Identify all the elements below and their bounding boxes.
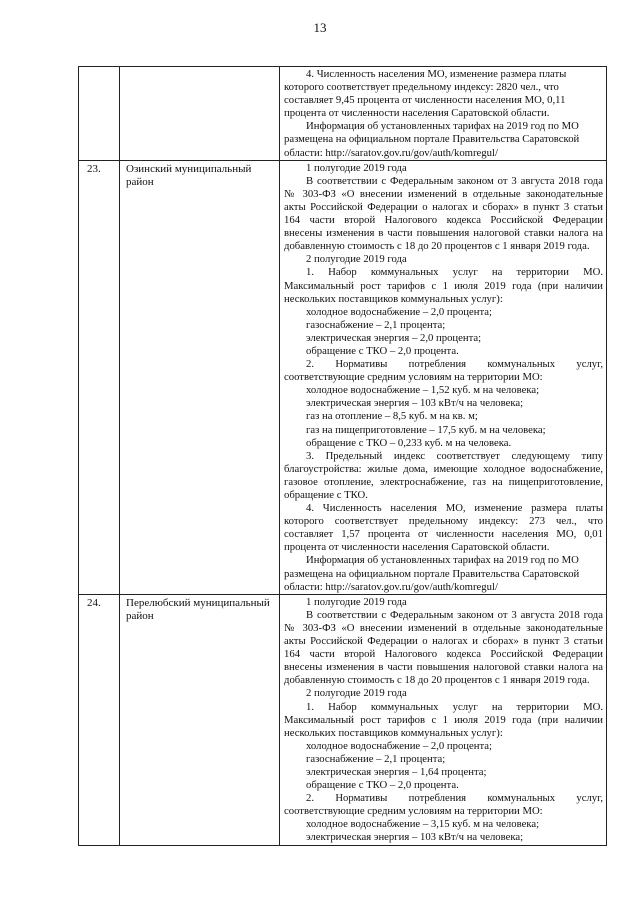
list-item: электрическая энергия – 103 кВт/ч на человека; <box>306 397 524 410</box>
paragraph: Информация об установленных тарифах на 2019 год по МО размещена на официальном портале Правительства Саратовской области: http://saratov.gov.ru/gov/auth/komregul/ <box>284 554 580 593</box>
list-item: электрическая энергия – 103 кВт/ч на человека; <box>306 831 524 844</box>
paragraph: 2 полугодие 2019 года <box>306 687 407 700</box>
list-item: электрическая энергия – 2,0 процента; <box>306 331 482 344</box>
district-name-cell <box>120 67 280 161</box>
content-cell <box>280 160 607 594</box>
list-item: обращение с ТКО – 2,0 процента. <box>306 779 459 792</box>
list-item: холодное водоснабжение – 1,52 куб. м на человека; <box>306 384 540 397</box>
list-item: газ на пищеприготовление – 17,5 куб. м на человека; <box>306 423 546 436</box>
paragraph: Информация об установленных тарифах на 2019 год по МО размещена на официальном портале Правительства Саратовской области: http://saratov.gov.ru/gov/auth/komregul/ <box>284 120 580 159</box>
paragraph: 1 полугодие 2019 года <box>306 161 407 174</box>
row-number-cell <box>79 67 120 161</box>
paragraph: 4. Численность населения МО, изменение размера платы которого соответствует предельному индексу: 2820 чел., что составляет 9,45 процента от численности населения МО, 0,11 процента от численности населения Саратовской области. <box>284 68 567 120</box>
district-name-cell: Перелюбский муниципальный район <box>120 594 280 845</box>
paragraph: 2. Нормативы потребления коммунальных услуг, соответствующие средним условиям на территории МО: <box>284 792 603 818</box>
paragraph: 1 полугодие 2019 года <box>306 595 407 608</box>
page-number: 13 <box>313 20 327 35</box>
list-item: холодное водоснабжение – 2,0 процента; <box>306 739 492 752</box>
paragraph: 2. Нормативы потребления коммунальных услуг, соответствующие средним условиям на территории МО: <box>284 358 603 384</box>
list-item: холодное водоснабжение – 2,0 процента; <box>306 305 492 318</box>
list-item: холодное водоснабжение – 3,15 куб. м на человека; <box>306 818 540 831</box>
paragraph: В соответствии с Федеральным законом от 3 августа 2018 года № 303-ФЗ «О внесении изменений в отдельные законодательные акты Российской Федерации о налогах и сборах» в пункт 3 статьи 164 части второй Налогового кодекса Российской Федерации внесены изменения в части повышения налоговой ставки налога на добавленную стоимость с 18 до 20 процентов с 1 января 2019 года. <box>284 174 603 253</box>
list-item: электрическая энергия – 1,64 процента; <box>306 765 487 778</box>
paragraph: 3. Предельный индекс соответствует следующему типу благоустройства: жилые дома, имеющие холодное водоснабжение, газовое отопление, электроснабжение, газ на пищеприготовление, обращение с ТКО. <box>284 449 603 501</box>
row-number-cell: 24. <box>79 594 120 845</box>
content-cell <box>280 67 607 161</box>
content-cell <box>280 594 607 845</box>
table-row <box>79 594 607 845</box>
row-number-cell: 23. <box>79 160 120 594</box>
paragraph: 1. Набор коммунальных услуг на территории МО. Максимальный рост тарифов с 1 июля 2019 года (при наличии нескольких поставщиков коммунальных услуг): <box>284 266 603 305</box>
list-item: газ на отопление – 8,5 куб. м на кв. м; <box>306 410 478 423</box>
tariff-table <box>78 66 607 846</box>
table-row <box>79 67 607 161</box>
paragraph: 2 полугодие 2019 года <box>306 253 407 266</box>
list-item: газоснабжение – 2,1 процента; <box>306 318 446 331</box>
paragraph: В соответствии с Федеральным законом от 3 августа 2018 года № 303-ФЗ «О внесении изменений в отдельные законодательные акты Российской Федерации о налогах и сборах» в пункт 3 статьи 164 части второй Налогового кодекса Российской Федерации внесены изменения в части повышения налоговой ставки налога на добавленную стоимость с 18 до 20 процентов с 1 января 2019 года. <box>284 608 603 687</box>
list-item: обращение с ТКО – 2,0 процента. <box>306 344 459 357</box>
paragraph: 1. Набор коммунальных услуг на территории МО. Максимальный рост тарифов с 1 июля 2019 года (при наличии нескольких поставщиков коммунальных услуг): <box>284 700 603 739</box>
table-row <box>79 160 607 594</box>
paragraph: 4. Численность населения МО, изменение размера платы которого соответствует предельному индексу: 273 чел., что составляет 1,57 процента от численности населения МО, 0,01 процента от численности населения Саратовской области. <box>284 502 603 554</box>
district-name-cell: Озинский муниципальный район <box>120 160 280 594</box>
list-item: обращение с ТКО – 0,233 куб. м на человека. <box>306 436 512 449</box>
list-item: газоснабжение – 2,1 процента; <box>306 752 446 765</box>
